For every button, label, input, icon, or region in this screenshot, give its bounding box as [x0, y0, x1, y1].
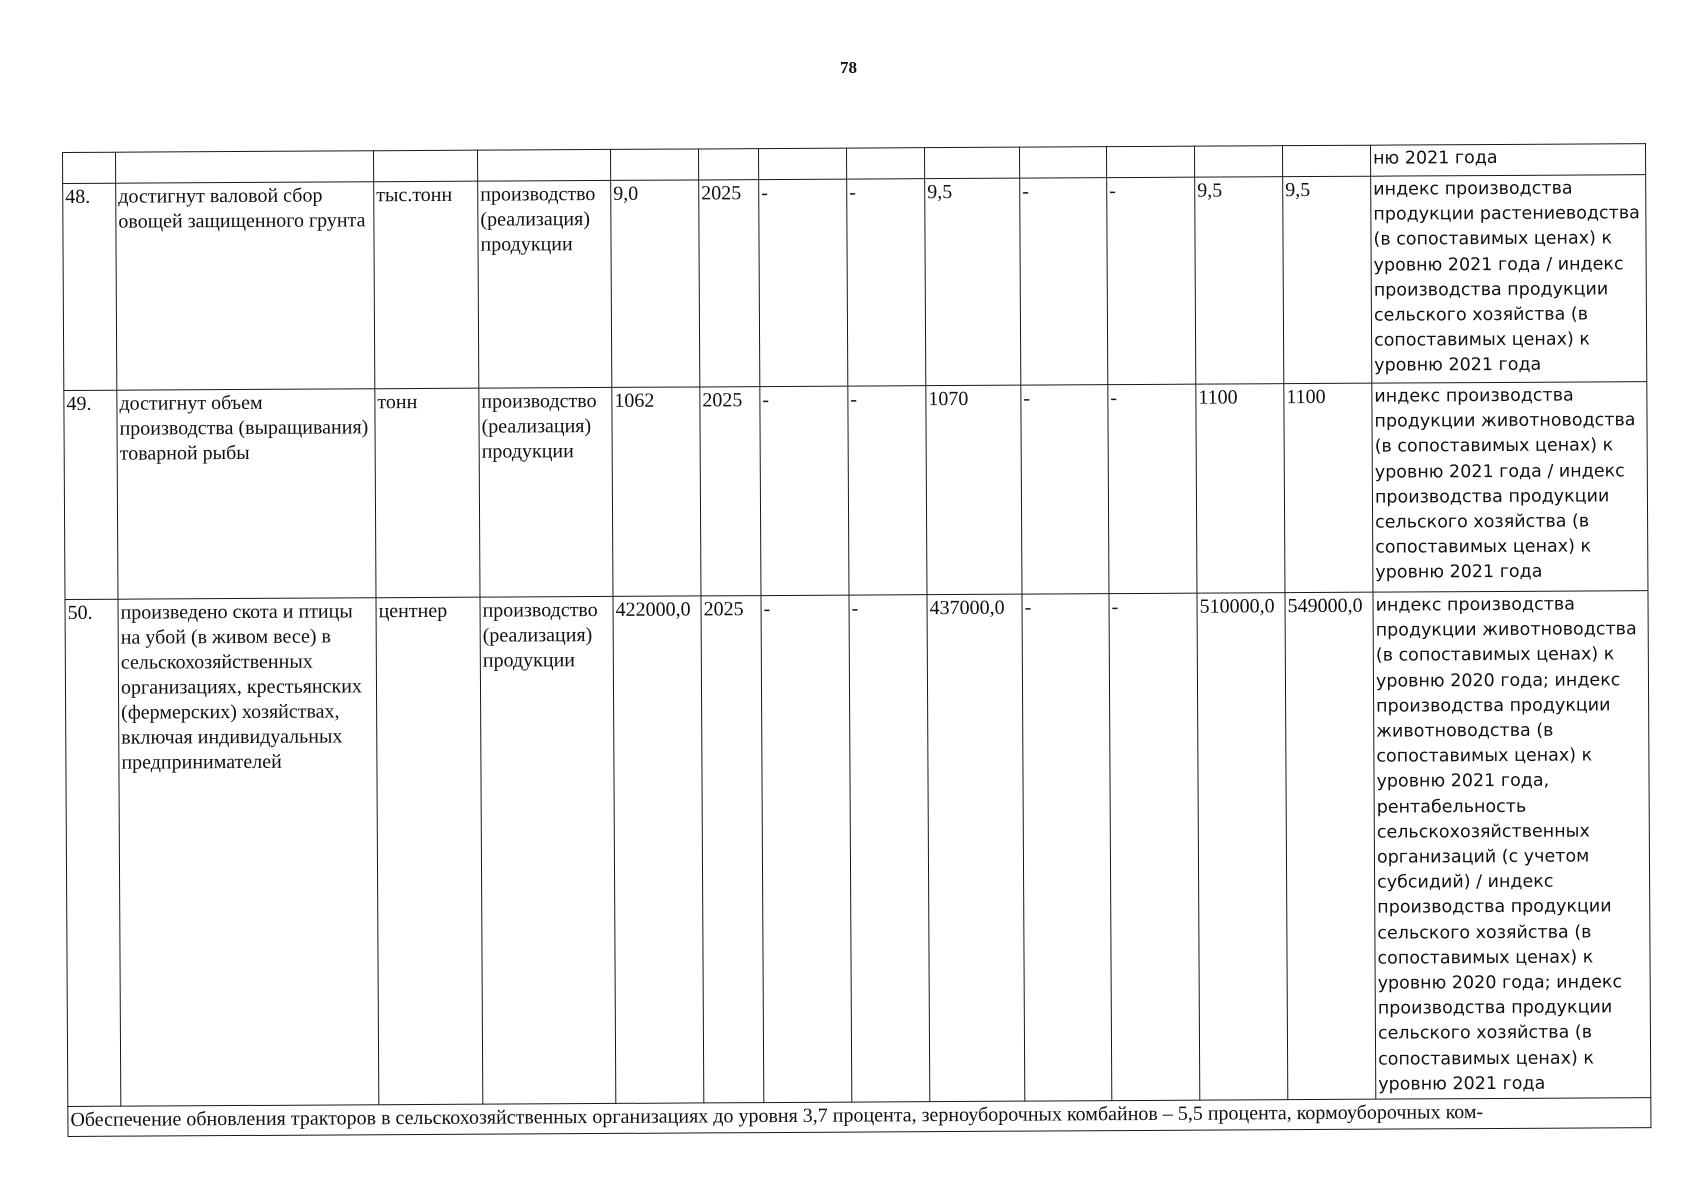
- base-value: 422000,0: [613, 596, 704, 1104]
- page-number: 78: [840, 58, 857, 77]
- value-cell: -: [1021, 385, 1109, 594]
- value-cell: 9,5: [1195, 177, 1284, 384]
- base-value: 9,0: [611, 180, 700, 387]
- value-cell: 1070: [926, 385, 1022, 595]
- empty-cell: [698, 149, 758, 180]
- indicator-link: индекс производства продукции животноводства (в сопоставимых ценах) к уровню 2021 года / индекс производства продукции сельского хозяйства (в сопоставимых ценах) к уровню 2021 года: [1372, 382, 1648, 593]
- result-name: достигнут валовой сбор овощей защищенного грунта: [116, 182, 375, 390]
- empty-cell: [116, 151, 374, 183]
- table-row: [65, 591, 1651, 1107]
- value-cell: 9,5: [1283, 176, 1372, 383]
- result-type: производство (реализация) продукции: [479, 387, 613, 597]
- value-cell: 9,5: [925, 178, 1021, 386]
- empty-cell: [63, 152, 116, 183]
- base-year: 2025: [699, 180, 760, 387]
- value-cell: -: [760, 386, 849, 595]
- value-cell: -: [1107, 177, 1196, 384]
- result-type: производство (реализация) продукции: [478, 180, 612, 388]
- table-row: [64, 382, 1648, 600]
- base-value: 1062: [612, 387, 701, 596]
- empty-cell: [610, 149, 698, 180]
- value-cell: 1100: [1196, 384, 1285, 593]
- value-cell: 437000,0: [927, 594, 1025, 1102]
- empty-cell: [924, 147, 1019, 179]
- value-cell: -: [848, 386, 927, 595]
- empty-cell: [373, 150, 477, 182]
- result-name: достигнут объем производства (выращивания) товарной рыбы: [117, 389, 376, 599]
- empty-cell: [846, 148, 924, 179]
- table-container: [62, 143, 1651, 1137]
- value-cell: -: [1109, 593, 1200, 1101]
- unit: тыс.тонн: [374, 181, 479, 389]
- indicator-link: индекс производства продукции растениеводства (в сопоставимых ценах) к уровню 2021 года / индекс производства продукции сельского хозяйства (в сопоставимых ценах) к уровню 2021 года: [1371, 175, 1647, 384]
- empty-cell: [1019, 147, 1106, 178]
- value-cell: -: [1108, 384, 1197, 593]
- unit: центнер: [376, 597, 483, 1105]
- value-cell: -: [761, 595, 852, 1103]
- base-year: 2025: [700, 387, 761, 596]
- unit: тонн: [375, 388, 480, 598]
- result-name: произведено скота и птицы на убой (в живом весе) в сельскохозяйственных организациях, крестьянских (фермерских) хозяйствах, включая индивидуальных предпринимателей: [118, 598, 379, 1106]
- empty-cell: [758, 148, 846, 179]
- row-number: 48.: [63, 183, 117, 390]
- empty-cell: [1194, 146, 1282, 177]
- indicator-link: индекс производства продукции животноводства (в сопоставимых ценах) к уровню 2020 года; индекс производства продукции животноводства (в сопоставимых ценах) к уровню 2021 года, рентабельность сельскохозяйственных организаций (с учетом субсидий) / индекс производства продукции сельского хозяйства (в сопоставимых ценах) к уровню 2020 года; индекс производства продукции сельского хозяйства (в сопоставимых ценах) к уровню 2021 года: [1373, 591, 1651, 1100]
- value-cell: -: [759, 179, 848, 386]
- value-cell: -: [1022, 594, 1112, 1102]
- row-number: 50.: [65, 599, 121, 1106]
- value-cell: -: [847, 179, 926, 386]
- empty-cell: [1282, 145, 1370, 176]
- result-type: производство (реализация) продукции: [480, 596, 616, 1104]
- continued-indicator-text: ню 2021 года: [1370, 144, 1645, 177]
- value-cell: -: [849, 595, 930, 1102]
- value-cell: 510000,0: [1197, 593, 1288, 1101]
- empty-cell: [1106, 146, 1194, 177]
- value-cell: 1100: [1284, 383, 1373, 592]
- value-cell: 549000,0: [1285, 592, 1376, 1100]
- base-year: 2025: [701, 596, 764, 1103]
- section-heading: Обеспечение обновления тракторов в сельскохозяйственных организациях до уровня 3,7 процента, зерноуборочных комбайнов – 5,5 процента, кормоуборочных ком-: [68, 1098, 1651, 1137]
- value-cell: -: [1020, 178, 1108, 385]
- row-number: 49.: [64, 390, 118, 599]
- table-row: [63, 175, 1647, 391]
- indicators-table: [62, 143, 1651, 1137]
- empty-cell: [477, 149, 610, 181]
